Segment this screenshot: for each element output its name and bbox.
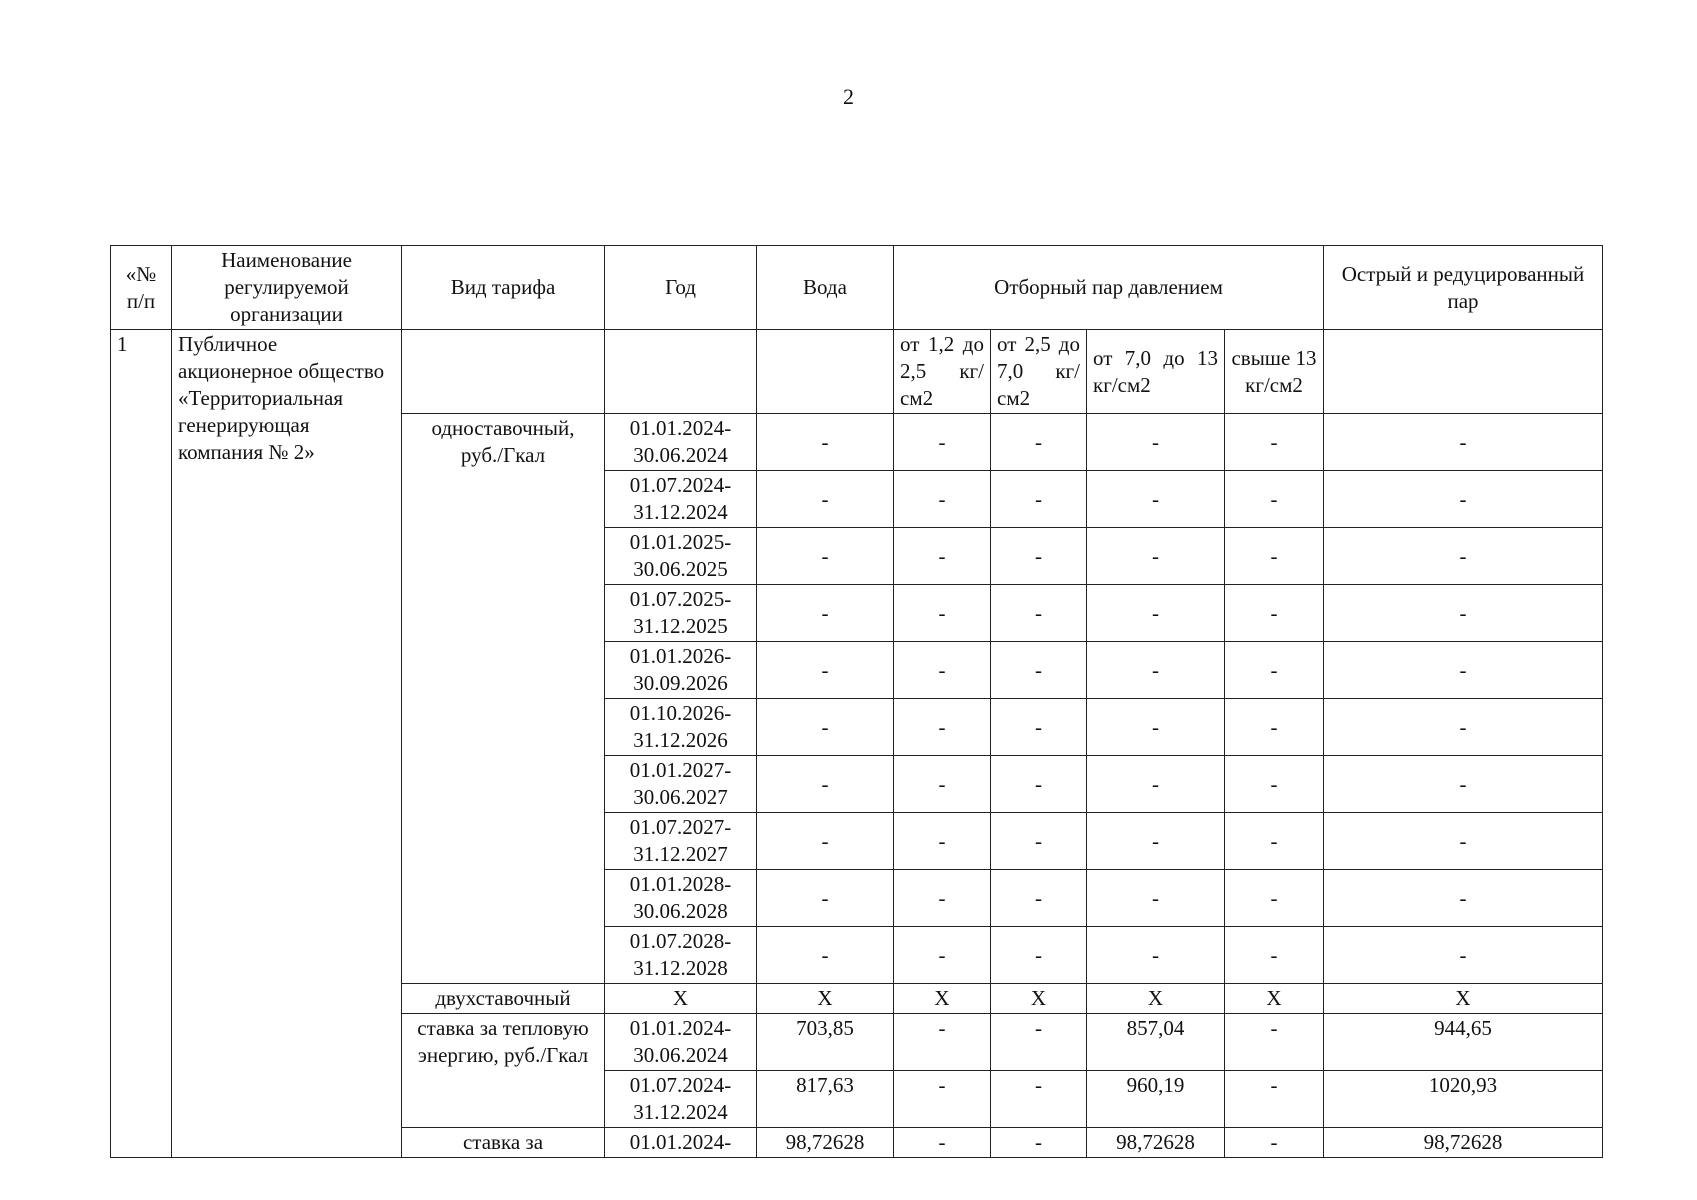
- value-cell: -: [1087, 471, 1225, 528]
- value-cell: -: [757, 528, 894, 585]
- org-num: 1: [111, 330, 172, 1158]
- value-cell: 817,63: [757, 1071, 894, 1128]
- pressure-2: от 2,5 до 7,0 кг/см2: [991, 330, 1087, 414]
- value-cell: -: [1225, 528, 1324, 585]
- x-cell: X: [1225, 984, 1324, 1014]
- org-name: Публичное акционерное общество «Территориальная генерирующая компания № 2»: [172, 330, 402, 1158]
- value-cell: 703,85: [757, 1014, 894, 1071]
- period-cell: 01.07.2024-31.12.2024: [605, 471, 757, 528]
- single-rate-label: одноставочный, руб./Гкал: [402, 414, 605, 984]
- header-water: Вода: [757, 246, 894, 330]
- pressure-4: свыше 13 кг/см2: [1225, 330, 1324, 414]
- value-cell: -: [1087, 756, 1225, 813]
- value-cell: -: [1087, 813, 1225, 870]
- subheader-empty-year: [605, 330, 757, 414]
- value-cell: -: [1225, 870, 1324, 927]
- value-cell: -: [1225, 699, 1324, 756]
- value-cell: -: [1225, 1128, 1324, 1158]
- value-cell: -: [1225, 927, 1324, 984]
- value-cell: 1020,93: [1324, 1071, 1603, 1128]
- header-steam: Отборный пар давлением: [894, 246, 1324, 330]
- x-cell: X: [1324, 984, 1603, 1014]
- period-cell: 01.01.2028-30.06.2028: [605, 870, 757, 927]
- value-cell: -: [894, 414, 991, 471]
- period-cell: 01.07.2025-31.12.2025: [605, 585, 757, 642]
- value-cell: -: [991, 870, 1087, 927]
- value-cell: -: [1324, 414, 1603, 471]
- x-cell: X: [605, 984, 757, 1014]
- value-cell: -: [1324, 585, 1603, 642]
- x-cell: X: [894, 984, 991, 1014]
- value-cell: -: [894, 699, 991, 756]
- header-num: «№ п/п: [111, 246, 172, 330]
- header-org: Наименование регулируемой организации: [172, 246, 402, 330]
- x-cell: X: [991, 984, 1087, 1014]
- value-cell: -: [894, 642, 991, 699]
- capacity-rate-label: ставка за: [402, 1128, 605, 1158]
- value-cell: -: [1225, 1014, 1324, 1071]
- header-tariff-type: Вид тарифа: [402, 246, 605, 330]
- value-cell: -: [1225, 414, 1324, 471]
- two-rate-label: двухставочный: [402, 984, 605, 1014]
- page-number: 2: [843, 84, 854, 109]
- value-cell: -: [757, 756, 894, 813]
- value-cell: -: [757, 471, 894, 528]
- value-cell: -: [1324, 813, 1603, 870]
- subheader-empty-water: [757, 330, 894, 414]
- x-cell: X: [757, 984, 894, 1014]
- value-cell: -: [1225, 813, 1324, 870]
- value-cell: -: [991, 528, 1087, 585]
- value-cell: -: [1324, 927, 1603, 984]
- value-cell: -: [894, 756, 991, 813]
- value-cell: -: [1087, 642, 1225, 699]
- value-cell: -: [894, 528, 991, 585]
- value-cell: -: [991, 1071, 1087, 1128]
- period-cell: 01.01.2024-30.06.2024: [605, 414, 757, 471]
- value-cell: -: [1324, 699, 1603, 756]
- period-cell: 01.07.2024-31.12.2024: [605, 1071, 757, 1128]
- value-cell: -: [757, 585, 894, 642]
- value-cell: -: [1225, 756, 1324, 813]
- value-cell: -: [991, 699, 1087, 756]
- value-cell: -: [894, 471, 991, 528]
- subheader-empty-sharp: [1324, 330, 1603, 414]
- header-sharp-steam: Острый и редуцированный пар: [1324, 246, 1603, 330]
- period-cell: 01.01.2027-30.06.2027: [605, 756, 757, 813]
- subheader-empty-tariff: [402, 330, 605, 414]
- value-cell: -: [1087, 870, 1225, 927]
- heat-rate-label: ставка за тепловую энергию, руб./Гкал: [402, 1014, 605, 1128]
- value-cell: -: [1225, 585, 1324, 642]
- value-cell: 857,04: [1087, 1014, 1225, 1071]
- period-cell: 01.01.2024-30.06.2024: [605, 1014, 757, 1071]
- subheader-row: [111, 330, 1603, 414]
- value-cell: 960,19: [1087, 1071, 1225, 1128]
- value-cell: -: [991, 585, 1087, 642]
- value-cell: -: [991, 756, 1087, 813]
- value-cell: -: [1087, 414, 1225, 471]
- value-cell: -: [1324, 528, 1603, 585]
- value-cell: -: [991, 813, 1087, 870]
- value-cell: -: [991, 414, 1087, 471]
- value-cell: -: [1324, 756, 1603, 813]
- value-cell: -: [1225, 642, 1324, 699]
- value-cell: -: [991, 1128, 1087, 1158]
- period-cell: 01.01.2024-: [605, 1128, 757, 1158]
- value-cell: -: [757, 699, 894, 756]
- value-cell: -: [991, 471, 1087, 528]
- tariff-table: [110, 245, 1603, 1158]
- value-cell: -: [757, 927, 894, 984]
- value-cell: -: [991, 927, 1087, 984]
- value-cell: -: [894, 870, 991, 927]
- pressure-3: от 7,0 до 13 кг/см2: [1087, 330, 1225, 414]
- value-cell: -: [1087, 528, 1225, 585]
- header-year: Год: [605, 246, 757, 330]
- value-cell: -: [991, 642, 1087, 699]
- value-cell: -: [1087, 585, 1225, 642]
- value-cell: -: [1087, 927, 1225, 984]
- header-row: [111, 246, 1603, 330]
- value-cell: -: [894, 585, 991, 642]
- period-cell: 01.07.2027-31.12.2027: [605, 813, 757, 870]
- value-cell: -: [757, 870, 894, 927]
- period-cell: 01.01.2026-30.09.2026: [605, 642, 757, 699]
- value-cell: -: [1324, 642, 1603, 699]
- value-cell: 98,72628: [1324, 1128, 1603, 1158]
- value-cell: -: [757, 414, 894, 471]
- value-cell: -: [1324, 870, 1603, 927]
- value-cell: -: [1324, 471, 1603, 528]
- value-cell: 98,72628: [757, 1128, 894, 1158]
- value-cell: -: [894, 927, 991, 984]
- value-cell: -: [1225, 1071, 1324, 1128]
- value-cell: -: [757, 642, 894, 699]
- value-cell: 98,72628: [1087, 1128, 1225, 1158]
- value-cell: 944,65: [1324, 1014, 1603, 1071]
- value-cell: -: [1087, 699, 1225, 756]
- value-cell: -: [894, 1128, 991, 1158]
- x-cell: X: [1087, 984, 1225, 1014]
- value-cell: -: [894, 1014, 991, 1071]
- value-cell: -: [1225, 471, 1324, 528]
- pressure-1: от 1,2 до 2,5 кг/см2: [894, 330, 991, 414]
- period-cell: 01.07.2028-31.12.2028: [605, 927, 757, 984]
- value-cell: -: [894, 1071, 991, 1128]
- value-cell: -: [991, 1014, 1087, 1071]
- value-cell: -: [894, 813, 991, 870]
- period-cell: 01.10.2026-31.12.2026: [605, 699, 757, 756]
- value-cell: -: [757, 813, 894, 870]
- period-cell: 01.01.2025-30.06.2025: [605, 528, 757, 585]
